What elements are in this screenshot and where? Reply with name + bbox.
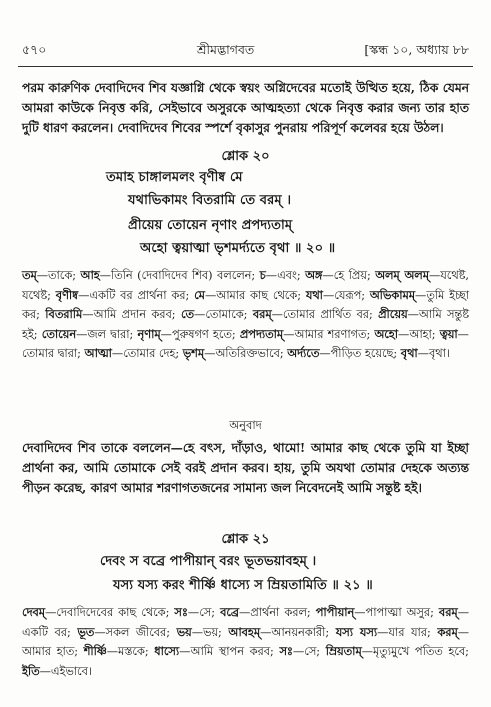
synonym-meaning: —মৃত্যুমুখে পতিত হবে;	[361, 645, 469, 659]
synonym-word: সঃ	[279, 644, 293, 659]
synonym-meaning: —তোমাকে;	[194, 308, 253, 322]
synonym-word: আবহম্	[228, 624, 261, 639]
synonym-meaning: —ভয়;	[191, 625, 229, 639]
synonym-meaning: —বৃথা।	[417, 347, 450, 361]
synonym-word: ভূত	[77, 624, 95, 639]
synonym-word: প্রীয়েয়	[378, 307, 408, 322]
synonym-word: বৃণীষ্ব	[55, 287, 79, 302]
synonym-meaning: —আমি প্রদান করব;	[82, 308, 181, 322]
synonym-word: অর্দ্যতে	[287, 346, 320, 361]
synonym-word: অলম্ অলম্	[375, 268, 429, 282]
synonym-word: চ	[259, 268, 266, 282]
synonym-meaning: —আমার হাত;	[22, 625, 470, 659]
synonym-word: ইতি	[22, 663, 40, 678]
synonym-meaning: —এইভাবে।	[39, 664, 92, 678]
synonym-meaning: —আমার কাছ থেকে;	[204, 288, 306, 302]
verse-20-line: প্রীয়েয় তোয়েন নৃণাং প্রপদ্যতাম্	[128, 218, 293, 233]
synonym-word: বব্রে	[220, 605, 239, 619]
synonym-meaning: —তোমার দ্বারা;	[22, 327, 469, 361]
synonym-word: অভিকামম্	[369, 287, 416, 302]
synonym-meaning: —একটি বর প্রার্থনা কর;	[78, 288, 195, 302]
verse-21-synonyms	[22, 603, 469, 681]
running-title: শ্রীমদ্ভাগবত	[197, 42, 255, 57]
translation-text: দেবাদিদেব শিব তাকে বললেন—হে বৎস, দাঁড়াও, থামো! আমার কাছ থেকে তুমি যা ইচ্ছা প্রার্থনা কর, আমি তোমাকে সেই বরই প্রদান করব। হায়, তুমি অযথা তোমার দেহকে অত্যন্ত পীড়ন করেছ, কারণ আমার শরণাগতজনের সামান্য জল নিবেদনেই আমি সন্তুষ্ট হই।	[22, 440, 469, 495]
synonym-word: ভয়	[176, 624, 192, 639]
synonym-word: ধাস্যে	[154, 644, 180, 659]
synonym-word: নৃণাম্	[137, 326, 161, 341]
synonym-meaning: —পাপাত্মা অসুর;	[354, 606, 439, 619]
synonym-meaning: —তোমার প্রার্থিত বর;	[271, 308, 379, 322]
verse-21-line: যস্য যস্য করং শীর্ষ্ণি ধাস্যে স ম্রিয়তামিতি ॥ ২১ ॥	[113, 578, 373, 593]
synonym-meaning: —মস্তকে;	[106, 645, 155, 659]
synonym-word: ত্বয়া	[439, 326, 458, 341]
synonym-meaning: —তোমার দেহ;	[111, 347, 183, 361]
synonym-meaning: —একটি বর;	[22, 606, 469, 639]
synonym-meaning: —দেবাদিদেবের কাছ থেকে;	[45, 606, 175, 619]
synonym-meaning: —এবং;	[265, 269, 306, 282]
synonym-meaning: —যার যার;	[377, 625, 438, 639]
synonym-meaning: —হে প্রিয়;	[322, 269, 376, 282]
verse-20-line: অহো ত্বয়াত্মা ভৃশমর্দ্যতে বৃথা ॥ ২০ ॥	[140, 241, 336, 256]
synonym-meaning: —পীড়িত হয়েছে;	[319, 347, 401, 361]
synonym-meaning: —আমি সন্তুষ্ট হই;	[22, 308, 469, 341]
synonym-word: অঙ্গ	[305, 268, 323, 282]
synonym-meaning: —অতিরিক্তভাবে;	[204, 347, 288, 361]
translation-heading: অনুবাদ	[229, 418, 262, 432]
verse-20-synonyms	[22, 266, 469, 364]
synonym-meaning: —সকল জীবের;	[94, 625, 177, 639]
verse-20-heading: শ্লোক ২০	[221, 149, 270, 164]
synonym-meaning: —আমার শরণাগত;	[283, 327, 375, 341]
synonym-meaning: —সে;	[187, 606, 221, 619]
synonym-meaning: —যথেষ্ট, যথেষ্ট;	[22, 269, 470, 302]
verse-21-line: দেবং স বব্রে পাপীয়ান্ বরং ভূতভয়াবহম্ ।	[100, 554, 317, 569]
synonym-word: যস্য যস্য	[335, 624, 378, 639]
synonym-word: বরম্	[438, 605, 458, 619]
synonym-meaning: —প্রার্থনা করল;	[238, 606, 316, 619]
synonym-word: ভৃশম্	[182, 346, 205, 361]
chapter-reference: [স্কন্ধ ১০, অধ্যায় ৮৮	[364, 42, 469, 57]
synonym-meaning: —আহা;	[398, 327, 440, 341]
synonym-word: বিতরামি	[45, 307, 83, 322]
verse-20-line: যথাভিকামং বিতরামি তে বরম্ ।	[128, 193, 292, 208]
synonym-word: পাপীয়ান্	[315, 605, 355, 619]
synonym-meaning: —আনয়নকারী;	[260, 625, 336, 639]
synonym-word: আহ	[80, 268, 100, 282]
synonym-meaning: —আমি স্থাপন করব;	[179, 645, 280, 659]
synonym-word: মে	[194, 287, 205, 302]
page-number: ৫৭০	[22, 42, 47, 57]
verse-21-heading: শ্লোক ২১	[221, 532, 270, 547]
synonym-word: তে	[180, 307, 195, 322]
synonym-word: প্রপদ্যতাম্	[239, 326, 284, 341]
synonym-word: যথা	[305, 287, 323, 302]
synonym-word: তম্	[22, 268, 37, 282]
header-rule	[18, 66, 473, 67]
synonym-meaning: —পুরুষগণ হতে;	[160, 327, 240, 341]
page-header	[22, 42, 469, 64]
synonym-word: শীর্ষ্ণি	[83, 644, 107, 659]
synonym-word: অহো	[374, 326, 399, 341]
synonym-word: করম্	[437, 624, 458, 639]
synonym-word: দেবম্	[22, 605, 46, 619]
synonym-meaning: —যেরূপ;	[322, 288, 370, 302]
synonym-word: বরম্	[252, 307, 272, 322]
synonym-word: তোয়েন	[41, 326, 77, 341]
intro-paragraph: পরম কারুণিক দেবাদিদেব শিব যজ্ঞাগ্নি থেকে স্বয়ং অগ্নিদেবের মতোই উত্থিত হয়ে, ঠিক যেমন আমরা কাউকে নিবৃত্ত করি, সেইভাবে অসুরকে আত্মহত্যা থেকে নিবৃত্ত করার জন্য তার হাত দুটি ধারণ করলেন। দেবাদিদেব শিবের স্পর্শে বৃকাসুর পুনরায় পরিপূর্ণ কলেবর হয়ে উঠল।	[22, 80, 469, 135]
verse-20-line: তমাহ চাঙ্গালমলং বৃণীষ্ব মে	[106, 170, 243, 185]
synonym-meaning: —তুমি ইচ্ছা কর;	[22, 288, 470, 322]
synonym-meaning: —জল দ্বারা;	[76, 327, 138, 341]
synonym-meaning: —সে;	[292, 645, 326, 659]
synonym-meaning: —তিনি (দেবাদিদেব শিব) বললেন;	[99, 269, 260, 282]
synonym-meaning: —তাকে;	[36, 269, 81, 282]
synonym-word: বৃথা	[400, 346, 418, 361]
synonym-word: ম্রিয়তাম্	[325, 644, 362, 659]
synonym-word: আত্মা	[84, 346, 112, 361]
synonym-word: সঃ	[174, 605, 188, 619]
